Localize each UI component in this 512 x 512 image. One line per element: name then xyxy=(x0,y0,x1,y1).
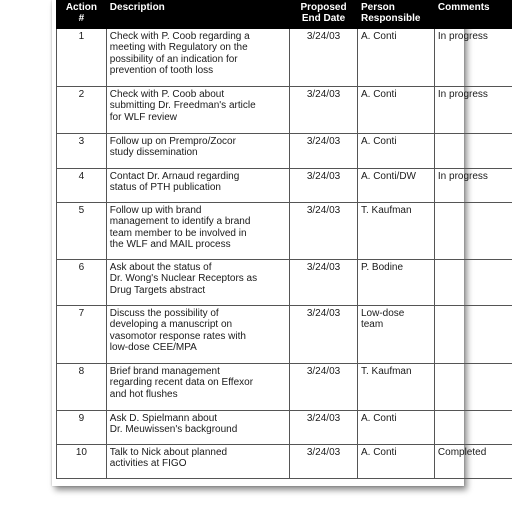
header-comments: Comments xyxy=(434,1,512,29)
person-line: P. Bodine xyxy=(360,262,404,273)
description-line: and hot flushes xyxy=(109,388,178,400)
table-row xyxy=(57,364,512,411)
description-line: developing a manuscript on xyxy=(109,319,233,331)
action-items-table xyxy=(56,0,512,479)
description-line: Check with P. Coob regarding a xyxy=(109,31,250,42)
description-line: possibility of an indication for xyxy=(109,53,238,65)
description-line: Check with P. Coob about xyxy=(109,89,225,100)
comment-cell xyxy=(434,134,512,169)
person-responsible-cell xyxy=(357,134,434,169)
description-line: Talk to Nick about planned xyxy=(109,447,228,458)
person-line: T. Kaufman xyxy=(360,366,412,377)
person-line: A. Conti xyxy=(360,89,397,100)
table-row xyxy=(57,445,512,479)
comment-cell xyxy=(434,411,512,445)
table-row xyxy=(57,411,512,445)
description-cell xyxy=(106,364,289,411)
person-responsible-cell xyxy=(357,203,434,260)
table-header-row xyxy=(57,1,512,29)
header-description: Description xyxy=(106,1,289,29)
description-line: vasomotor response rates with xyxy=(109,330,246,342)
description-line: team member to be involved in xyxy=(109,227,247,239)
description-line: for WLF review xyxy=(109,111,178,123)
description-line: study dissemination xyxy=(109,147,198,159)
table-row xyxy=(57,260,512,306)
comment-cell xyxy=(434,260,512,306)
end-date-cell: 3/24/03 xyxy=(290,29,358,87)
person-responsible-cell xyxy=(357,260,434,306)
action-number-cell: 10 xyxy=(57,445,107,479)
description-line: Ask D. Spielmann about xyxy=(109,413,218,424)
table-row xyxy=(57,29,512,87)
description-cell xyxy=(106,260,289,306)
description-line: Follow up with brand xyxy=(109,205,202,216)
description-line: management to identify a brand xyxy=(109,216,251,228)
header-end-date-line-2: End Date xyxy=(301,13,346,24)
person-line: A. Conti xyxy=(360,31,397,42)
action-number-cell: 3 xyxy=(57,134,107,169)
header-person-line-1: Person xyxy=(360,2,395,13)
action-number-cell: 9 xyxy=(57,411,107,445)
header-person-line-2: Responsible xyxy=(360,13,421,24)
description-line: Dr. Meuwissen's background xyxy=(109,424,238,436)
comment-cell xyxy=(434,203,512,260)
end-date-cell: 3/24/03 xyxy=(290,411,358,445)
end-date-cell: 3/24/03 xyxy=(290,306,358,364)
description-line: prevention of tooth loss xyxy=(109,64,214,76)
action-number-cell: 6 xyxy=(57,260,107,306)
description-cell xyxy=(106,134,289,169)
end-date-cell: 3/24/03 xyxy=(290,445,358,479)
document-page xyxy=(52,0,490,486)
person-responsible-cell xyxy=(357,306,434,364)
person-responsible-cell xyxy=(357,87,434,134)
person-responsible-cell xyxy=(357,411,434,445)
description-line: Ask about the status of xyxy=(109,262,212,273)
header-end-date-line-1: Proposed xyxy=(300,2,347,13)
description-line: the WLF and MAIL process xyxy=(109,238,231,250)
action-number-cell: 7 xyxy=(57,306,107,364)
header-person xyxy=(357,1,434,29)
table-row xyxy=(57,306,512,364)
description-line: Brief brand management xyxy=(109,366,220,377)
person-line: T. Kaufman xyxy=(360,205,412,216)
table-row xyxy=(57,87,512,134)
action-number-cell: 4 xyxy=(57,169,107,203)
end-date-cell: 3/24/03 xyxy=(290,364,358,411)
description-cell xyxy=(106,29,289,87)
description-line: status of PTH publication xyxy=(109,182,221,194)
comment-cell: Completed xyxy=(434,445,512,479)
description-line: activities at FIGO xyxy=(109,458,187,470)
description-line: Dr. Wong's Nuclear Receptors as xyxy=(109,273,258,285)
table-body xyxy=(57,29,512,479)
table-row xyxy=(57,203,512,260)
header-action-line-2: # xyxy=(78,13,85,24)
person-responsible-cell xyxy=(357,169,434,203)
person-line: A. Conti/DW xyxy=(360,171,416,182)
description-cell xyxy=(106,306,289,364)
description-line: Follow up on Prempro/Zocor xyxy=(109,136,236,147)
description-cell xyxy=(106,87,289,134)
comment-cell: In progress xyxy=(434,169,512,203)
description-cell xyxy=(106,203,289,260)
description-line: low-dose CEE/MPA xyxy=(109,341,197,353)
description-line: meeting with Regulatory on the xyxy=(109,42,248,54)
description-cell xyxy=(106,169,289,203)
comment-cell: In progress xyxy=(434,29,512,87)
person-line: A. Conti xyxy=(360,413,397,424)
header-end-date xyxy=(290,1,358,29)
action-number-cell: 2 xyxy=(57,87,107,134)
description-line: submitting Dr. Freedman's article xyxy=(109,100,256,112)
end-date-cell: 3/24/03 xyxy=(290,203,358,260)
comment-cell xyxy=(434,364,512,411)
header-action xyxy=(57,1,107,29)
action-number-cell: 5 xyxy=(57,203,107,260)
person-line: Low-dose xyxy=(360,308,405,319)
action-number-cell: 8 xyxy=(57,364,107,411)
end-date-cell: 3/24/03 xyxy=(290,260,358,306)
comment-cell xyxy=(434,306,512,364)
description-cell xyxy=(106,445,289,479)
description-cell xyxy=(106,411,289,445)
person-line: A. Conti xyxy=(360,447,397,458)
table-row xyxy=(57,134,512,169)
table-row xyxy=(57,169,512,203)
end-date-cell: 3/24/03 xyxy=(290,134,358,169)
description-line: Contact Dr. Arnaud regarding xyxy=(109,171,240,182)
person-line: A. Conti xyxy=(360,136,397,147)
person-responsible-cell xyxy=(357,445,434,479)
person-responsible-cell xyxy=(357,364,434,411)
person-line: team xyxy=(360,319,384,331)
header-action-line-1: Action xyxy=(65,2,97,13)
description-line: Drug Targets abstract xyxy=(109,284,206,296)
description-line: regarding recent data on Effexor xyxy=(109,377,254,389)
end-date-cell: 3/24/03 xyxy=(290,87,358,134)
description-line: Discuss the possibility of xyxy=(109,308,219,319)
comment-cell: In progress xyxy=(434,87,512,134)
action-number-cell: 1 xyxy=(57,29,107,87)
person-responsible-cell xyxy=(357,29,434,87)
end-date-cell: 3/24/03 xyxy=(290,169,358,203)
